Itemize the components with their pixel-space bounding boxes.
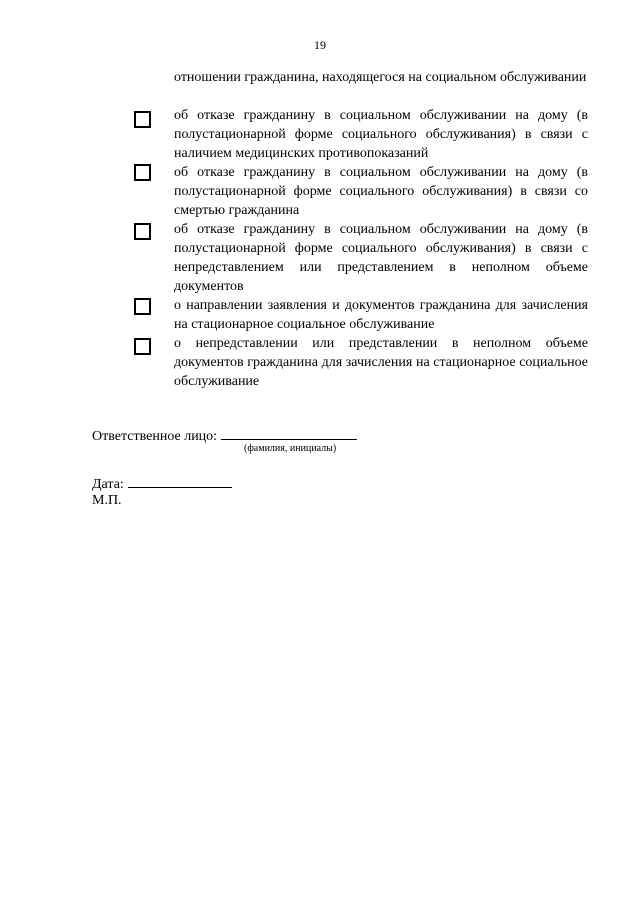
signature-blank-field[interactable] (221, 425, 357, 440)
option-5-checkbox[interactable] (134, 338, 151, 355)
option-3-label: об отказе гражданину в социальном обслуживании на дому (в полустационарной форме социального обслуживания) в связи с непредставлением или представлением в неполном объеме документов (174, 222, 588, 294)
option-1-checkbox[interactable] (134, 111, 151, 128)
page-number: 19 (314, 38, 326, 52)
date-blank-field[interactable] (128, 473, 232, 488)
option-4-label: о направлении заявления и документов гражданина для зачисления на стационарное социальное обслуживание (174, 298, 588, 332)
option-3-checkbox[interactable] (134, 223, 151, 240)
option-4-checkbox[interactable] (134, 298, 151, 315)
option-2-checkbox[interactable] (134, 164, 151, 181)
option-1-label: об отказе гражданину в социальном обслуживании на дому (в полустационарной форме социального обслуживания) в связи с наличием медицинских противопоказаний (174, 108, 588, 161)
continuation-text: отношении гражданина, находящегося на социальном обслуживании (174, 70, 587, 85)
date-label: Дата: (92, 477, 124, 492)
stamp-label: М.П. (92, 493, 122, 508)
signature-label: Ответственное лицо: (92, 429, 218, 444)
option-2-label: об отказе гражданину в социальном обслуживании на дому (в полустационарной форме социального обслуживания) в связи со смертью гражданина (174, 165, 588, 218)
signature-caption: (фамилия, инициалы) (244, 443, 337, 454)
option-5-label: о непредставлении или представлении в неполном объеме документов гражданина для зачисления на стационарное социальное обслуживание (174, 336, 588, 389)
